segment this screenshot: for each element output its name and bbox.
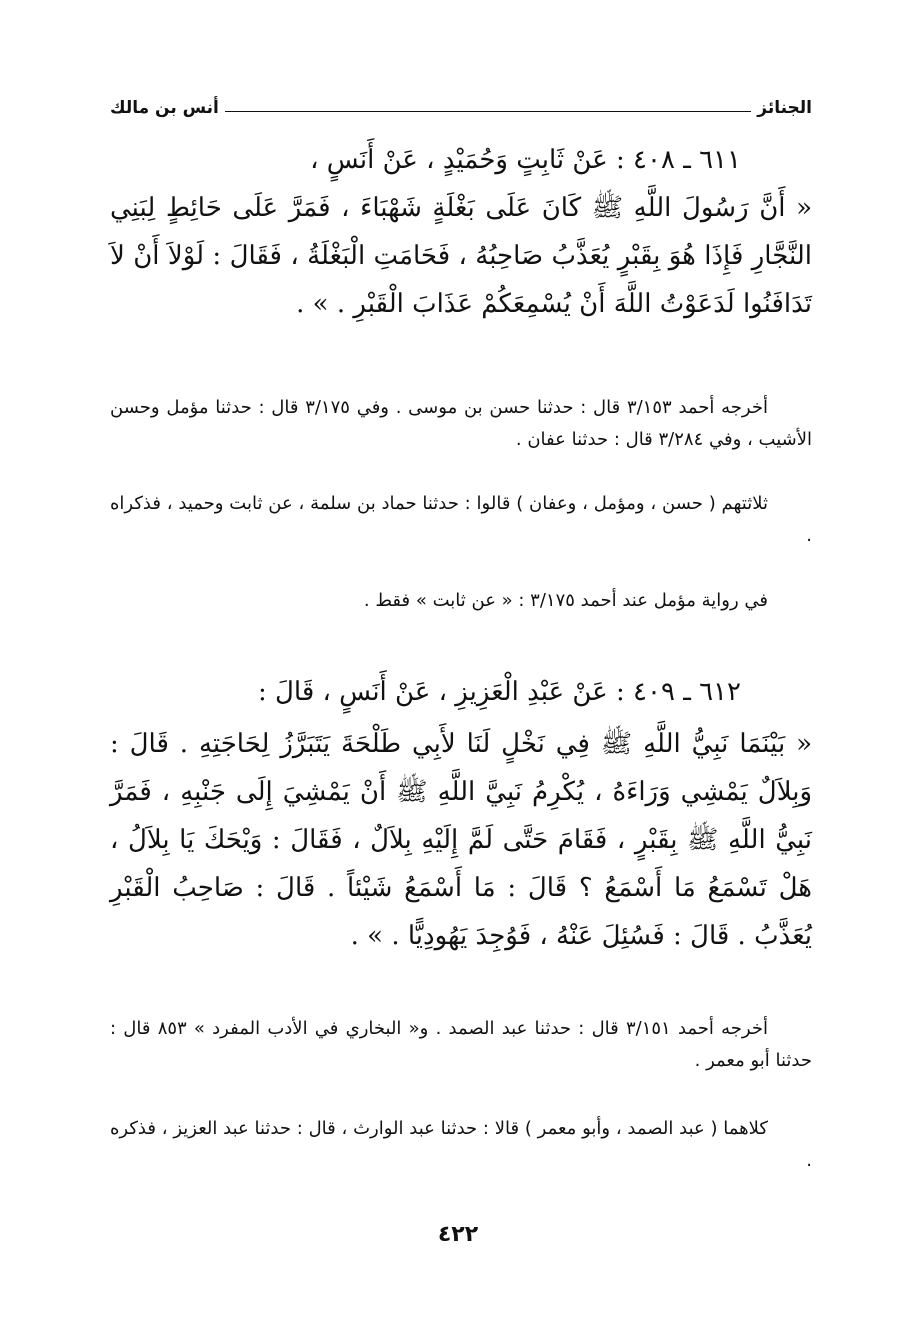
hadith-612-note-2: كلاهما ( عبد الصمد ، وأبو معمر ) قالا : حدثنا عبد الوارث ، قال : حدثنا عبد العزيز ، فذكره . [110, 1118, 812, 1171]
chapter-title: الجنائز [757, 98, 812, 118]
hadith-612-note-1: أخرجه أحمد ٣/١٥١ قال : حدثنا عبد الصمد . و« البخاري في الأدب المفرد » ٨٥٣ قال : حدثنا أبو معمر . [110, 1018, 812, 1071]
hadith-612-text: « بَيْنَمَا نَبِيُّ اللَّهِ ﷺ فِي نَخْلٍ لَنَا لأَبِي طَلْحَةَ يَتَبَرَّزُ لِحَاجَتِهِ . قَالَ : وَبِلاَلٌ يَمْشِي وَرَاءَهُ ، يُكْرِمُ نَبِيَّ اللَّهِ ﷺ أَنْ يَمْشِيَ إِلَى جَنْبِهِ ، فَمَرَّ نَبِيُّ اللَّهِ ﷺ بِقَبْرٍ ، فَقَامَ حَتَّى لَمَّ إِلَيْهِ بِلاَلٌ ، فَقَالَ : وَيْحَكَ يَا بِلاَلُ ، هَلْ تَسْمَعُ مَا أَسْمَعُ ؟ قَالَ : مَا أَسْمَعُ شَيْئاً . قَالَ : صَاحِبُ الْقَبْرِ يُعَذَّبُ . قَالَ : فَسُئِلَ عَنْهُ ، فَوُجِدَ يَهُودِيًّا . » . [110, 729, 812, 951]
running-header [110, 88, 812, 118]
hadith-611-heading: ٦١١ ـ ٤٠٨ : عَنْ ثَابِتٍ وَحُمَيْدٍ ، عَنْ أَنَسٍ ، [310, 145, 741, 175]
page-number: ٤٢٢ [437, 1222, 479, 1247]
header-rule [225, 111, 751, 112]
hadith-611-note-2: ثلاثتهم ( حسن ، ومؤمل ، وعفان ) قالوا : حدثنا حماد بن سلمة ، عن ثابت وحميد ، فذكراه . [110, 493, 812, 546]
hadith-612-heading: ٦١٢ ـ ٤٠٩ : عَنْ عَبْدِ الْعَزِيزِ ، عَنْ أَنَسٍ ، قَالَ : [257, 677, 741, 707]
hadith-611-text: « أَنَّ رَسُولَ اللَّهِ ﷺ كَانَ عَلَى بَغْلَةٍ شَهْبَاءَ ، فَمَرَّ عَلَى حَائِطٍ لِبَنِي النَّجَّارِ فَإِذَا هُوَ بِقَبْرٍ يُعَذَّبُ صَاحِبُهُ ، فَحَامَتِ الْبَغْلَةُ ، فَقَالَ : لَوْلاَ أَنْ لاَ تَدَافَنُوا لَدَعَوْتُ اللَّهَ أَنْ يُسْمِعَكُمْ عَذَابَ الْقَبْرِ . » . [110, 193, 812, 319]
narrator-title: أنس بن مالك [110, 98, 219, 118]
hadith-611-note-1: أخرجه أحمد ٣/١٥٣ قال : حدثنا حسن بن موسى . وفي ٣/١٧٥ قال : حدثنا مؤمل وحسن الأشيب ، وفي ٣/٢٨٤ قال : حدثنا عفان . [110, 397, 812, 450]
hadith-611-note-3: في رواية مؤمل عند أحمد ٣/١٧٥ : « عن ثابت » فقط . [363, 590, 768, 611]
